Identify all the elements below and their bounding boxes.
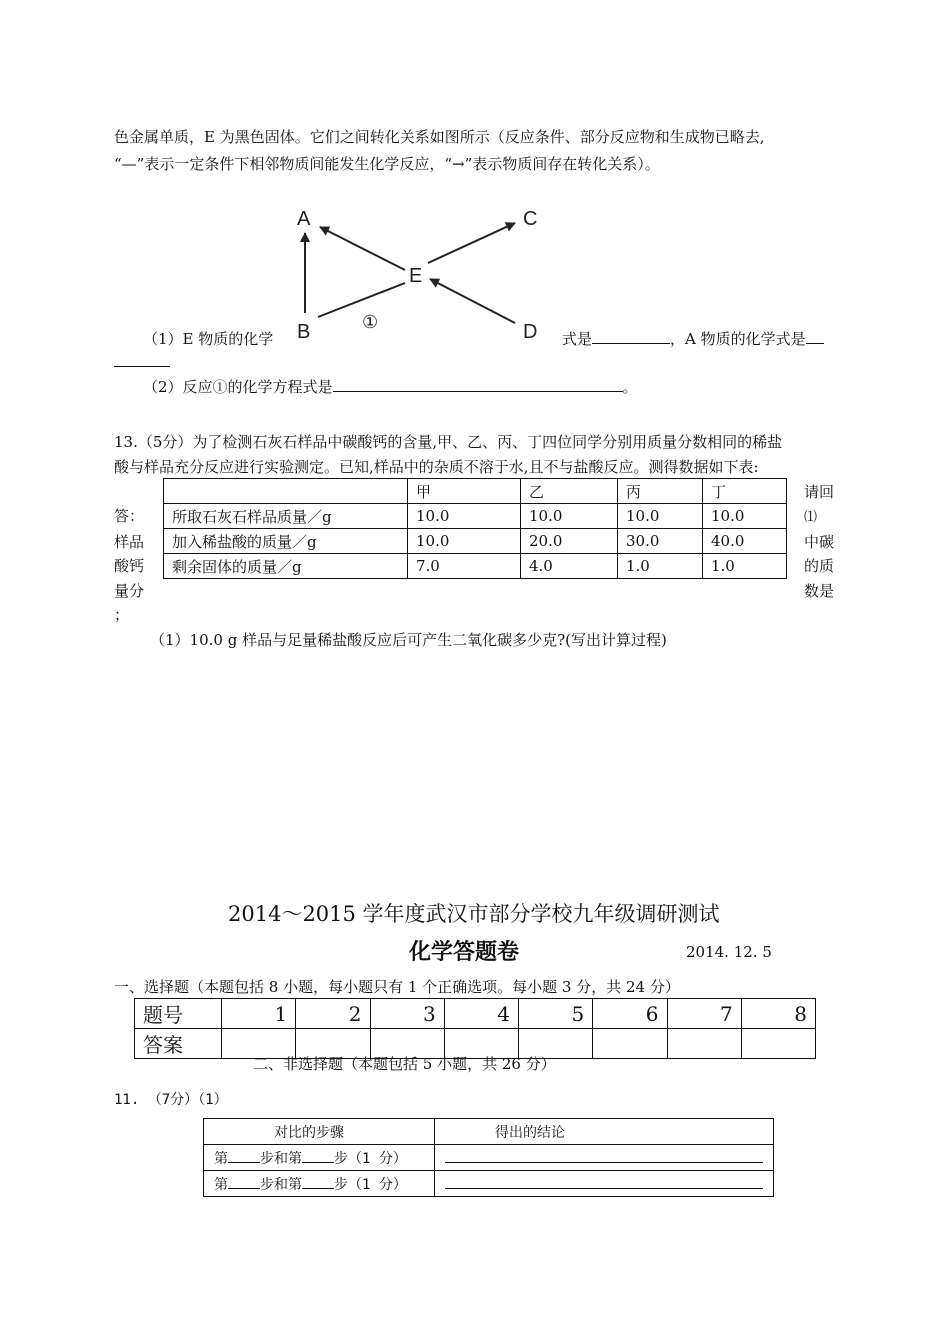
q12-intro-line2: “—”表示一定条件下相邻物质间能发生化学反应，“→”表示物质间存在转化关系）。 bbox=[114, 155, 660, 173]
question-number-row bbox=[135, 999, 816, 1029]
comparison-header-conclusion: 得出的结论 bbox=[435, 1119, 774, 1145]
q13-left-5: ； bbox=[114, 606, 130, 624]
question-number-cell: 5 bbox=[519, 999, 593, 1029]
question-number-cell: 7 bbox=[667, 999, 741, 1029]
table-cell: 剩余固体的质量／g bbox=[164, 554, 408, 579]
section1-heading: 一、选择题（本题包括 8 小题，每小题只有 1 个正确选项。每小题 3 分，共 24 分） bbox=[114, 978, 680, 996]
comparison-row bbox=[204, 1145, 774, 1171]
q12-part1-a-label: ，A 物质的化学式是 bbox=[670, 330, 806, 348]
experiment-data-table bbox=[163, 478, 787, 579]
arrow-e-to-a bbox=[320, 227, 405, 270]
reaction-diagram bbox=[280, 195, 560, 350]
comparison-conclusion-cell bbox=[435, 1145, 774, 1171]
q13-right-5: 数是 bbox=[804, 582, 835, 600]
table-header-cell: 丁 bbox=[703, 479, 787, 504]
q13-subquestion-1: （1）10.0 g 样品与足量稀盐酸反应后可产生二氧化碳多少克?(写出计算过程) bbox=[150, 631, 667, 649]
node-b: B bbox=[297, 321, 311, 343]
comparison-row bbox=[204, 1171, 774, 1197]
answer-cell[interactable] bbox=[741, 1029, 815, 1059]
e-formula-blank[interactable] bbox=[592, 329, 670, 344]
step-label: 第 bbox=[214, 1176, 228, 1193]
table-cell: 10.0 bbox=[703, 504, 787, 529]
question-number-cell: 3 bbox=[370, 999, 444, 1029]
comparison-conclusion-cell bbox=[435, 1171, 774, 1197]
comparison-table bbox=[203, 1118, 774, 1197]
section2-heading: 二、非选择题（本题包括 5 小题，共 26 分） bbox=[253, 1055, 556, 1073]
table-row bbox=[164, 529, 787, 554]
step-blank[interactable] bbox=[302, 1174, 334, 1189]
node-c: C bbox=[523, 208, 538, 230]
answer-sheet-date: 2014. 12. 5 bbox=[686, 943, 772, 961]
answer-cell[interactable] bbox=[593, 1029, 667, 1059]
table-cell: 1.0 bbox=[618, 554, 703, 579]
q12-part2-end: 。 bbox=[622, 378, 638, 396]
table-row bbox=[164, 554, 787, 579]
table-row bbox=[164, 504, 787, 529]
question-number-cell: 6 bbox=[593, 999, 667, 1029]
answer-sheet-subtitle: 化学答题卷 bbox=[409, 939, 520, 965]
q13-right-2: ⑴ bbox=[804, 510, 818, 525]
table-cell: 10.0 bbox=[408, 504, 521, 529]
choice-answer-table bbox=[134, 998, 816, 1059]
table-header-cell bbox=[164, 479, 408, 504]
table-cell: 所取石灰石样品质量／g bbox=[164, 504, 408, 529]
q13-left-2: 样品 bbox=[114, 533, 145, 551]
comparison-steps-cell bbox=[204, 1171, 435, 1197]
answer-cell[interactable] bbox=[667, 1029, 741, 1059]
conclusion-blank[interactable] bbox=[445, 1148, 763, 1163]
step-blank[interactable] bbox=[302, 1148, 334, 1163]
comparison-header-row bbox=[204, 1119, 774, 1145]
q12-part2 bbox=[143, 376, 638, 397]
q13-right-1: 请回 bbox=[804, 483, 835, 501]
q13-line2: 酸与样品充分反应进行实验测定。已知,样品中的杂质不溶于水,且不与盐酸反应。测得数据如下表: bbox=[114, 458, 759, 476]
step-label: 步和第 bbox=[260, 1150, 302, 1167]
table-cell: 1.0 bbox=[703, 554, 787, 579]
reaction-number: ① bbox=[362, 312, 379, 333]
row-label-answer: 答案 bbox=[135, 1029, 222, 1059]
table-cell: 4.0 bbox=[521, 554, 618, 579]
step-label: 步（1 分） bbox=[334, 1150, 407, 1167]
table-cell: 40.0 bbox=[703, 529, 787, 554]
q12-intro-line1: 色金属单质，E 为黑色固体。它们之间转化关系如图所示（反应条件、部分反应物和生成物已略去, bbox=[114, 128, 765, 146]
question-number-cell: 8 bbox=[741, 999, 815, 1029]
conclusion-blank[interactable] bbox=[445, 1174, 763, 1189]
q13-right-3: 中碳 bbox=[804, 533, 835, 551]
node-a: A bbox=[297, 208, 311, 230]
question-number-cell: 4 bbox=[444, 999, 518, 1029]
table-header-cell: 乙 bbox=[521, 479, 618, 504]
q12-part2-label: （2）反应①的化学方程式是 bbox=[143, 378, 333, 396]
answer-sheet-title: 2014～2015 学年度武汉市部分学校九年级调研测试 bbox=[228, 902, 720, 926]
a-formula-blank-start[interactable] bbox=[806, 329, 824, 344]
q13-line1: 13.（5分）为了检测石灰石样品中碳酸钙的含量,甲、乙、丙、丁四位同学分别用质量分数相同的稀盐 bbox=[114, 433, 783, 451]
q13-right-4: 的质 bbox=[804, 557, 835, 575]
table-header-cell: 丙 bbox=[618, 479, 703, 504]
table-cell: 10.0 bbox=[521, 504, 618, 529]
row-label-question-number: 题号 bbox=[135, 999, 222, 1029]
table-cell: 7.0 bbox=[408, 554, 521, 579]
q13-left-4: 量分 bbox=[114, 582, 145, 600]
node-e: E bbox=[409, 265, 423, 287]
table-cell: 10.0 bbox=[618, 504, 703, 529]
step-label: 步和第 bbox=[260, 1176, 302, 1193]
table-cell: 加入稀盐酸的质量／g bbox=[164, 529, 408, 554]
a-formula-blank-end[interactable] bbox=[114, 352, 170, 367]
table-cell: 10.0 bbox=[408, 529, 521, 554]
step-blank[interactable] bbox=[228, 1148, 260, 1163]
q11-heading: 11. （7分）（1） bbox=[114, 1092, 228, 1108]
table-header-cell: 甲 bbox=[408, 479, 521, 504]
question-number-cell: 1 bbox=[222, 999, 296, 1029]
table-cell: 30.0 bbox=[618, 529, 703, 554]
q12-part1-formula-label: 式是 bbox=[562, 330, 593, 348]
question-number-cell: 2 bbox=[296, 999, 370, 1029]
equation-blank[interactable] bbox=[333, 377, 623, 392]
table-header-row bbox=[164, 479, 787, 504]
q12-part1-middle bbox=[562, 328, 824, 349]
q13-left-3: 酸钙 bbox=[114, 557, 145, 575]
step-label: 步（1 分） bbox=[334, 1176, 407, 1193]
q13-left-1: 答： bbox=[114, 507, 145, 525]
comparison-steps-cell bbox=[204, 1145, 435, 1171]
q12-part1-start: （1）E 物质的化学 bbox=[143, 330, 274, 348]
table-cell: 20.0 bbox=[521, 529, 618, 554]
step-blank[interactable] bbox=[228, 1174, 260, 1189]
node-d: D bbox=[523, 321, 538, 343]
comparison-header-steps: 对比的步骤 bbox=[204, 1119, 435, 1145]
step-label: 第 bbox=[214, 1150, 228, 1167]
arrow-d-to-e bbox=[430, 279, 515, 323]
arrow-e-to-c bbox=[428, 223, 515, 263]
